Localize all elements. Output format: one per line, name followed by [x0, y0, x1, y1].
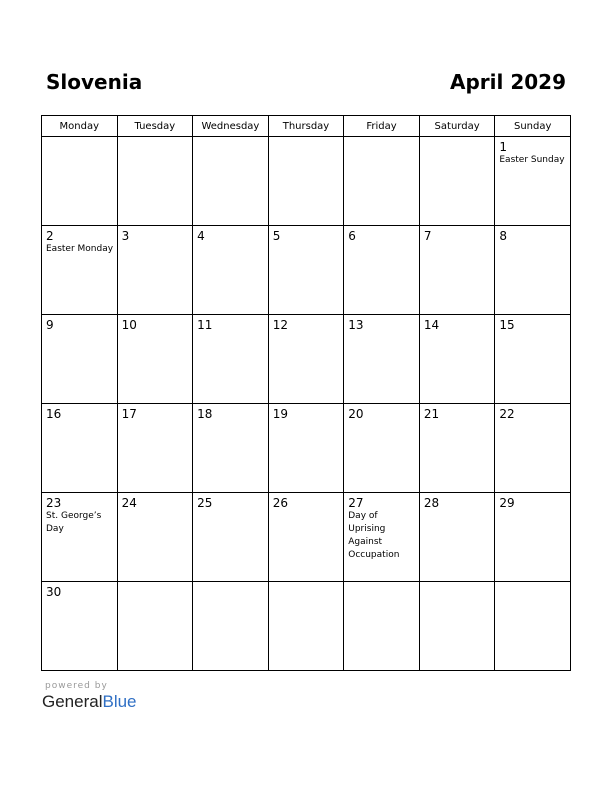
month-title: April 2029 [450, 70, 566, 94]
day-number: 6 [348, 229, 356, 243]
holiday-label: Day of Uprising Against Occupation [348, 511, 400, 560]
week-row [42, 137, 571, 226]
weekday-wednesday: Wednesday [193, 116, 269, 137]
weekday-monday: Monday [42, 116, 118, 137]
day-cell [193, 404, 269, 493]
day-cell [193, 137, 269, 226]
day-number: 19 [272, 407, 288, 421]
day-number: 8 [499, 229, 508, 243]
week-row [42, 404, 571, 493]
day-cell [419, 226, 495, 315]
powered-by-label: powered by [45, 681, 108, 691]
calendar-grid [41, 115, 571, 671]
day-cell [42, 315, 118, 404]
day-number: 16 [46, 407, 62, 421]
day-number: 27 [348, 496, 364, 510]
day-number: 20 [348, 407, 364, 421]
day-cell [117, 226, 193, 315]
day-cell [495, 315, 571, 404]
day-number: 18 [197, 407, 213, 421]
day-number: 25 [197, 496, 213, 510]
day-number: 22 [499, 407, 515, 421]
day-cell [495, 493, 571, 582]
day-cell [42, 493, 118, 582]
day-cell [268, 404, 344, 493]
day-cell [42, 137, 118, 226]
day-cell [344, 493, 420, 582]
holiday-label: Easter Sunday [499, 155, 565, 165]
weekday-friday: Friday [344, 116, 420, 137]
day-cell [193, 315, 269, 404]
weekday-thursday: Thursday [268, 116, 344, 137]
day-number: 3 [121, 229, 130, 243]
day-cell [344, 226, 420, 315]
day-cell [117, 315, 193, 404]
day-cell [495, 582, 571, 671]
brand-blue-text: Blue [102, 692, 137, 711]
day-cell [495, 404, 571, 493]
week-row [42, 582, 571, 671]
generalblue-logo[interactable] [42, 692, 137, 712]
day-number: 4 [197, 229, 205, 243]
day-cell [344, 404, 420, 493]
calendar-header [41, 70, 571, 100]
footer-branding [42, 681, 137, 712]
holiday-label: St. George’s Day [46, 511, 102, 534]
day-number: 29 [499, 496, 515, 510]
day-cell [344, 137, 420, 226]
day-number: 12 [272, 318, 288, 332]
day-cell [268, 493, 344, 582]
day-number: 7 [423, 229, 432, 243]
day-number: 14 [423, 318, 440, 332]
weekday-header-row [42, 116, 571, 137]
day-cell [193, 582, 269, 671]
day-cell [42, 404, 118, 493]
day-number: 10 [121, 318, 137, 332]
day-cell [268, 582, 344, 671]
day-number: 21 [423, 407, 440, 421]
day-cell [117, 582, 193, 671]
holiday-label: Easter Monday [46, 244, 114, 254]
day-number: 15 [499, 318, 515, 332]
day-cell [419, 493, 495, 582]
day-number: 28 [423, 496, 440, 510]
week-row [42, 315, 571, 404]
day-cell [193, 226, 269, 315]
week-row [42, 493, 571, 582]
day-cell [268, 226, 344, 315]
day-cell [344, 582, 420, 671]
day-cell [117, 493, 193, 582]
day-cell [495, 226, 571, 315]
day-number: 9 [46, 318, 54, 332]
week-row [42, 226, 571, 315]
day-number: 30 [46, 585, 62, 599]
weekday-sunday: Sunday [495, 116, 571, 137]
day-number: 2 [46, 229, 54, 243]
day-number: 26 [272, 496, 288, 510]
brand-general-text: General [42, 692, 103, 711]
day-cell [419, 404, 495, 493]
day-number: 24 [121, 496, 137, 510]
day-cell [419, 315, 495, 404]
day-cell [268, 315, 344, 404]
weekday-tuesday: Tuesday [117, 116, 193, 137]
weekday-saturday: Saturday [419, 116, 495, 137]
day-cell [344, 315, 420, 404]
day-number: 23 [46, 496, 62, 510]
day-cell [42, 226, 118, 315]
day-cell [193, 493, 269, 582]
day-cell [42, 582, 118, 671]
day-cell [495, 137, 571, 226]
day-number: 13 [348, 318, 364, 332]
country-title: Slovenia [46, 70, 143, 94]
day-number: 11 [197, 318, 213, 332]
day-cell [419, 582, 495, 671]
day-number: 17 [121, 407, 137, 421]
day-cell [117, 137, 193, 226]
day-cell [117, 404, 193, 493]
day-number: 5 [272, 229, 281, 243]
day-number: 1 [499, 140, 508, 154]
day-cell [419, 137, 495, 226]
day-cell [268, 137, 344, 226]
